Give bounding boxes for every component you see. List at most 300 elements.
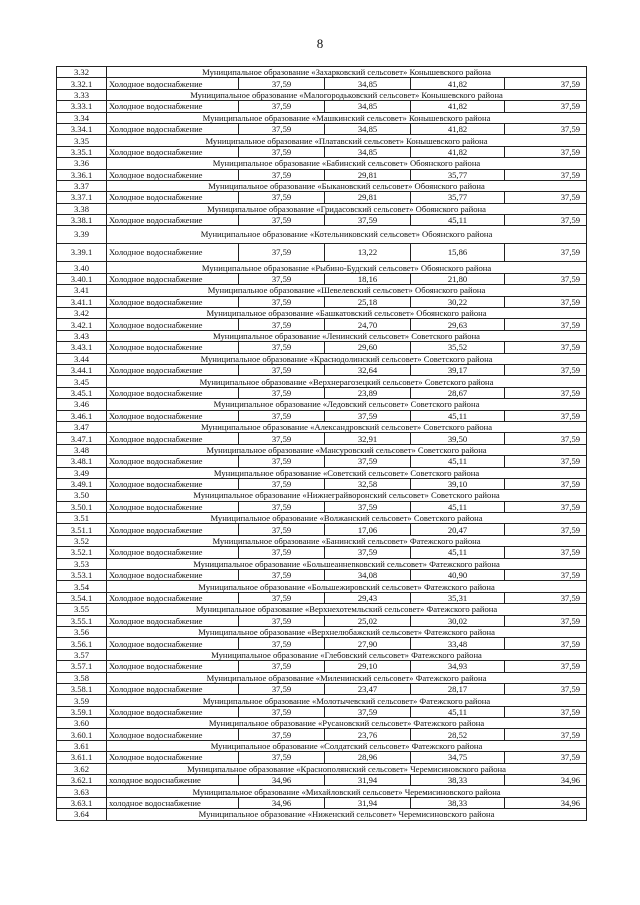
tariff-value: 37,59 <box>505 101 587 112</box>
row-number: 3.36.1 <box>57 169 107 180</box>
tariff-value: 37,59 <box>505 501 587 512</box>
municipality-name: Муниципальное образование «Ниженский сельсовет» Черемисиновского района <box>107 809 587 820</box>
row-number: 3.43 <box>57 330 107 341</box>
tariff-value: 37,59 <box>505 123 587 134</box>
tariff-value: 37,59 <box>505 169 587 180</box>
row-number: 3.40.1 <box>57 273 107 284</box>
tariff-value: 37,59 <box>505 342 587 353</box>
row-number: 3.54.1 <box>57 592 107 603</box>
tariff-value: 28,17 <box>411 683 505 694</box>
row-number: 3.61 <box>57 740 107 751</box>
service-name: Холодное водоснабжение <box>107 273 239 284</box>
municipality-row <box>57 467 587 478</box>
municipality-row <box>57 203 587 214</box>
tariff-value: 45,11 <box>411 456 505 467</box>
service-row <box>57 661 587 672</box>
tariff-value: 37,59 <box>505 615 587 626</box>
service-row <box>57 244 587 262</box>
municipality-name: Муниципальное образование «Нижнеграйворонский сельсовет» Советского района <box>107 490 587 501</box>
row-number: 3.42 <box>57 308 107 319</box>
row-number: 3.43.1 <box>57 342 107 353</box>
municipality-row <box>57 649 587 660</box>
tariff-value: 37,59 <box>239 524 325 535</box>
municipality-name: Муниципальное образование «Верхнерагозецкий сельсовет» Советского района <box>107 376 587 387</box>
tariff-value: 37,59 <box>239 123 325 134</box>
tariff-value: 31,94 <box>325 775 411 786</box>
municipality-name: Муниципальное образование «Мансуровский сельсовет» Советского района <box>107 444 587 455</box>
row-number: 3.33 <box>57 89 107 100</box>
municipality-name: Муниципальное образование «Краснодолинский сельсовет» Советского района <box>107 353 587 364</box>
service-name: Холодное водоснабжение <box>107 752 239 763</box>
row-number: 3.60.1 <box>57 729 107 740</box>
service-name: холодное водоснабжение <box>107 797 239 808</box>
tariff-value: 41,82 <box>411 146 505 157</box>
service-name: Холодное водоснабжение <box>107 683 239 694</box>
tariff-value: 37,59 <box>239 683 325 694</box>
service-row <box>57 729 587 740</box>
tariff-table-body <box>57 67 587 821</box>
tariff-value: 37,59 <box>505 146 587 157</box>
municipality-name: Муниципальное образование «Котельниковский сельсовет» Обоянского района <box>107 226 587 244</box>
row-number: 3.38 <box>57 203 107 214</box>
row-number: 3.55 <box>57 604 107 615</box>
tariff-value: 34,85 <box>325 78 411 89</box>
service-name: Холодное водоснабжение <box>107 729 239 740</box>
municipality-row <box>57 786 587 797</box>
service-name: Холодное водоснабжение <box>107 215 239 226</box>
tariff-value: 37,59 <box>239 319 325 330</box>
service-name: холодное водоснабжение <box>107 775 239 786</box>
service-row <box>57 547 587 558</box>
row-number: 3.37.1 <box>57 192 107 203</box>
tariff-value: 37,59 <box>239 244 325 262</box>
service-row <box>57 775 587 786</box>
tariff-value: 25,02 <box>325 615 411 626</box>
tariff-value: 37,59 <box>505 661 587 672</box>
tariff-value: 39,50 <box>411 433 505 444</box>
tariff-value: 27,90 <box>325 638 411 649</box>
tariff-value: 37,59 <box>505 387 587 398</box>
tariff-value: 15,86 <box>411 244 505 262</box>
municipality-name: Муниципальное образование «Платавский сельсовет» Конышевского района <box>107 135 587 146</box>
tariff-value: 21,80 <box>411 273 505 284</box>
tariff-value: 17,06 <box>325 524 411 535</box>
tariff-value: 37,59 <box>505 244 587 262</box>
tariff-value: 34,96 <box>239 797 325 808</box>
tariff-value: 37,59 <box>239 296 325 307</box>
row-number: 3.55.1 <box>57 615 107 626</box>
municipality-row <box>57 718 587 729</box>
tariff-value: 37,59 <box>505 592 587 603</box>
tariff-value: 35,31 <box>411 592 505 603</box>
municipality-name: Муниципальное образование «Большежировский сельсовет» Фатежского района <box>107 581 587 592</box>
tariff-value: 45,11 <box>411 547 505 558</box>
municipality-row <box>57 809 587 820</box>
service-row <box>57 524 587 535</box>
tariff-value: 37,59 <box>239 101 325 112</box>
municipality-name: Муниципальное образование «Банинский сельсовет» Фатежского района <box>107 535 587 546</box>
row-number: 3.32.1 <box>57 78 107 89</box>
service-name: Холодное водоснабжение <box>107 101 239 112</box>
tariff-value: 29,43 <box>325 592 411 603</box>
row-number: 3.44 <box>57 353 107 364</box>
row-number: 3.57 <box>57 649 107 660</box>
municipality-row <box>57 308 587 319</box>
municipality-row <box>57 421 587 432</box>
row-number: 3.62 <box>57 763 107 774</box>
service-name: Холодное водоснабжение <box>107 410 239 421</box>
tariff-value: 37,59 <box>239 638 325 649</box>
tariff-value: 23,47 <box>325 683 411 694</box>
tariff-value: 34,85 <box>325 101 411 112</box>
tariff-value: 34,93 <box>411 661 505 672</box>
tariff-value: 37,59 <box>505 683 587 694</box>
tariff-value: 34,08 <box>325 570 411 581</box>
tariff-value: 38,33 <box>411 775 505 786</box>
tariff-value: 37,59 <box>505 319 587 330</box>
row-number: 3.63.1 <box>57 797 107 808</box>
service-name: Холодное водоснабжение <box>107 319 239 330</box>
service-row <box>57 797 587 808</box>
tariff-value: 38,33 <box>411 797 505 808</box>
service-row <box>57 478 587 489</box>
tariff-value: 37,59 <box>505 273 587 284</box>
tariff-value: 23,89 <box>325 387 411 398</box>
tariff-value: 20,47 <box>411 524 505 535</box>
municipality-row <box>57 695 587 706</box>
service-row <box>57 123 587 134</box>
row-number: 3.40 <box>57 262 107 273</box>
municipality-row <box>57 604 587 615</box>
tariff-value: 29,63 <box>411 319 505 330</box>
tariff-value: 13,22 <box>325 244 411 262</box>
row-number: 3.44.1 <box>57 364 107 375</box>
municipality-name: Муниципальное образование «Большеаннenковский сельсовет» Фатежского района <box>107 558 587 569</box>
tariff-value: 35,77 <box>411 169 505 180</box>
service-row <box>57 319 587 330</box>
tariff-value: 37,59 <box>239 169 325 180</box>
tariff-value: 37,59 <box>239 410 325 421</box>
tariff-value: 37,59 <box>505 433 587 444</box>
tariff-value: 45,11 <box>411 501 505 512</box>
row-number: 3.52.1 <box>57 547 107 558</box>
tariff-value: 37,59 <box>239 433 325 444</box>
row-number: 3.51.1 <box>57 524 107 535</box>
tariff-value: 28,96 <box>325 752 411 763</box>
tariff-value: 28,52 <box>411 729 505 740</box>
tariff-value: 32,58 <box>325 478 411 489</box>
tariff-value: 41,82 <box>411 78 505 89</box>
tariff-value: 37,59 <box>505 524 587 535</box>
service-row <box>57 501 587 512</box>
row-number: 3.34.1 <box>57 123 107 134</box>
row-number: 3.53.1 <box>57 570 107 581</box>
municipality-name: Муниципальное образование «Ледовский сельсовет» Советского района <box>107 399 587 410</box>
tariff-value: 30,22 <box>411 296 505 307</box>
municipality-name: Муниципальное образование «Краснополянский сельсовет» Черемисиновского района <box>107 763 587 774</box>
service-name: Холодное водоснабжение <box>107 547 239 558</box>
row-number: 3.50.1 <box>57 501 107 512</box>
service-row <box>57 570 587 581</box>
tariff-value: 37,59 <box>239 729 325 740</box>
municipality-row <box>57 262 587 273</box>
tariff-value: 37,59 <box>505 478 587 489</box>
municipality-row <box>57 376 587 387</box>
service-name: Холодное водоснабжение <box>107 78 239 89</box>
tariff-value: 34,85 <box>325 123 411 134</box>
service-row <box>57 364 587 375</box>
row-number: 3.49.1 <box>57 478 107 489</box>
service-name: Холодное водоснабжение <box>107 661 239 672</box>
tariff-value: 37,59 <box>505 215 587 226</box>
tariff-value: 37,59 <box>239 342 325 353</box>
tariff-value: 34,85 <box>325 146 411 157</box>
tariff-value: 41,82 <box>411 123 505 134</box>
row-number: 3.38.1 <box>57 215 107 226</box>
tariff-value: 37,59 <box>505 78 587 89</box>
municipality-name: Муниципальное образование «Быкановский сельсовет» Обоянского района <box>107 180 587 191</box>
tariff-value: 39,17 <box>411 364 505 375</box>
tariff-table <box>56 66 587 821</box>
row-number: 3.35.1 <box>57 146 107 157</box>
tariff-value: 32,64 <box>325 364 411 375</box>
row-number: 3.34 <box>57 112 107 123</box>
tariff-value: 37,59 <box>505 456 587 467</box>
service-name: Холодное водоснабжение <box>107 123 239 134</box>
tariff-value: 39,10 <box>411 478 505 489</box>
service-name: Холодное водоснабжение <box>107 296 239 307</box>
tariff-value: 37,59 <box>239 364 325 375</box>
tariff-value: 37,59 <box>325 547 411 558</box>
row-number: 3.39 <box>57 226 107 244</box>
municipality-row <box>57 158 587 169</box>
municipality-row <box>57 740 587 751</box>
row-number: 3.54 <box>57 581 107 592</box>
row-number: 3.45 <box>57 376 107 387</box>
tariff-value: 37,59 <box>239 478 325 489</box>
tariff-value: 37,59 <box>239 592 325 603</box>
municipality-name: Муниципальное образование «Гридасовский сельсовет» Обоянского района <box>107 203 587 214</box>
row-number: 3.46 <box>57 399 107 410</box>
municipality-name: Муниципальное образование «Ленинский сельсовет» Советского района <box>107 330 587 341</box>
municipality-row <box>57 581 587 592</box>
tariff-value: 37,59 <box>505 570 587 581</box>
tariff-value: 45,11 <box>411 410 505 421</box>
row-number: 3.64 <box>57 809 107 820</box>
tariff-value: 37,59 <box>239 706 325 717</box>
row-number: 3.56.1 <box>57 638 107 649</box>
tariff-value: 37,59 <box>239 192 325 203</box>
service-name: Холодное водоснабжение <box>107 501 239 512</box>
municipality-row <box>57 226 587 244</box>
municipality-name: Муниципальное образование «Малогородьковский сельсовет» Конышевского района <box>107 89 587 100</box>
tariff-value: 32,91 <box>325 433 411 444</box>
row-number: 3.41.1 <box>57 296 107 307</box>
municipality-name: Муниципальное образование «Верхнехотемльский сельсовет» Фатежского района <box>107 604 587 615</box>
service-row <box>57 273 587 284</box>
municipality-row <box>57 112 587 123</box>
service-row <box>57 615 587 626</box>
service-name: Холодное водоснабжение <box>107 638 239 649</box>
municipality-name: Муниципальное образование «Глебовский сельсовет» Фатежского района <box>107 649 587 660</box>
municipality-name: Муниципальное образование «Башкатовский сельсовет» Обоянского района <box>107 308 587 319</box>
tariff-value: 37,59 <box>505 364 587 375</box>
municipality-row <box>57 399 587 410</box>
row-number: 3.48 <box>57 444 107 455</box>
tariff-value: 24,70 <box>325 319 411 330</box>
municipality-row <box>57 672 587 683</box>
municipality-row <box>57 763 587 774</box>
service-name: Холодное водоснабжение <box>107 433 239 444</box>
service-name: Холодное водоснабжение <box>107 244 239 262</box>
tariff-value: 31,94 <box>325 797 411 808</box>
service-row <box>57 433 587 444</box>
row-number: 3.52 <box>57 535 107 546</box>
tariff-value: 34,96 <box>505 797 587 808</box>
municipality-row <box>57 353 587 364</box>
row-number: 3.41 <box>57 285 107 296</box>
tariff-value: 40,90 <box>411 570 505 581</box>
tariff-value: 28,67 <box>411 387 505 398</box>
row-number: 3.32 <box>57 67 107 78</box>
tariff-value: 37,59 <box>325 706 411 717</box>
tariff-value: 37,59 <box>505 296 587 307</box>
municipality-name: Муниципальное образование «Верхнелюбажский сельсовет» Фатежского района <box>107 626 587 637</box>
tariff-value: 37,59 <box>239 273 325 284</box>
tariff-value: 41,82 <box>411 101 505 112</box>
service-name: Холодное водоснабжение <box>107 387 239 398</box>
tariff-value: 45,11 <box>411 706 505 717</box>
tariff-value: 37,59 <box>325 501 411 512</box>
municipality-row <box>57 444 587 455</box>
tariff-value: 34,75 <box>411 752 505 763</box>
tariff-value: 37,59 <box>239 78 325 89</box>
service-row <box>57 78 587 89</box>
tariff-value: 34,96 <box>239 775 325 786</box>
service-row <box>57 342 587 353</box>
tariff-value: 37,59 <box>239 752 325 763</box>
row-number: 3.47.1 <box>57 433 107 444</box>
tariff-value: 35,77 <box>411 192 505 203</box>
service-name: Холодное водоснабжение <box>107 169 239 180</box>
service-name: Холодное водоснабжение <box>107 524 239 535</box>
service-name: Холодное водоснабжение <box>107 706 239 717</box>
row-number: 3.59 <box>57 695 107 706</box>
tariff-value: 37,59 <box>239 547 325 558</box>
municipality-name: Муниципальное образование «Захарковский сельсовет» Конышевского района <box>107 67 587 78</box>
tariff-value: 37,59 <box>505 192 587 203</box>
tariff-value: 37,59 <box>325 456 411 467</box>
row-number: 3.62.1 <box>57 775 107 786</box>
row-number: 3.42.1 <box>57 319 107 330</box>
service-name: Холодное водоснабжение <box>107 364 239 375</box>
tariff-value: 37,59 <box>505 410 587 421</box>
municipality-row <box>57 490 587 501</box>
tariff-value: 37,59 <box>505 547 587 558</box>
municipality-row <box>57 513 587 524</box>
tariff-value: 37,59 <box>239 146 325 157</box>
page-number: 8 <box>316 36 324 51</box>
service-row <box>57 192 587 203</box>
service-row <box>57 146 587 157</box>
row-number: 3.53 <box>57 558 107 569</box>
service-name: Холодное водоснабжение <box>107 615 239 626</box>
row-number: 3.45.1 <box>57 387 107 398</box>
tariff-value: 29,81 <box>325 192 411 203</box>
row-number: 3.58 <box>57 672 107 683</box>
row-number: 3.37 <box>57 180 107 191</box>
municipality-name: Муниципальное образование «Русановский сельсовет» Фатежского района <box>107 718 587 729</box>
row-number: 3.58.1 <box>57 683 107 694</box>
row-number: 3.47 <box>57 421 107 432</box>
tariff-value: 25,18 <box>325 296 411 307</box>
municipality-name: Муниципальное образование «Бабинский сельсовет» Обоянского района <box>107 158 587 169</box>
service-row <box>57 169 587 180</box>
municipality-row <box>57 626 587 637</box>
service-name: Холодное водоснабжение <box>107 570 239 581</box>
municipality-name: Муниципальное образование «Машкинский сельсовет» Конышевского района <box>107 112 587 123</box>
municipality-row <box>57 67 587 78</box>
service-row <box>57 592 587 603</box>
service-name: Холодное водоснабжение <box>107 592 239 603</box>
service-name: Холодное водоснабжение <box>107 456 239 467</box>
tariff-value: 45,11 <box>411 215 505 226</box>
row-number: 3.56 <box>57 626 107 637</box>
tariff-value: 37,59 <box>505 752 587 763</box>
row-number: 3.50 <box>57 490 107 501</box>
row-number: 3.60 <box>57 718 107 729</box>
row-number: 3.59.1 <box>57 706 107 717</box>
tariff-value: 37,59 <box>505 706 587 717</box>
row-number: 3.61.1 <box>57 752 107 763</box>
municipality-row <box>57 89 587 100</box>
service-row <box>57 215 587 226</box>
service-row <box>57 456 587 467</box>
municipality-row <box>57 558 587 569</box>
service-row <box>57 387 587 398</box>
tariff-value: 18,16 <box>325 273 411 284</box>
service-row <box>57 706 587 717</box>
service-row <box>57 410 587 421</box>
municipality-name: Муниципальное образование «Миленинский сельсовет» Фатежского района <box>107 672 587 683</box>
tariff-value: 33,48 <box>411 638 505 649</box>
service-name: Холодное водоснабжение <box>107 478 239 489</box>
service-name: Холодное водоснабжение <box>107 146 239 157</box>
tariff-value: 29,81 <box>325 169 411 180</box>
tariff-value: 29,10 <box>325 661 411 672</box>
row-number: 3.48.1 <box>57 456 107 467</box>
tariff-value: 23,76 <box>325 729 411 740</box>
service-name: Холодное водоснабжение <box>107 192 239 203</box>
municipality-name: Муниципальное образование «Михайловский сельсовет» Черемисиновского района <box>107 786 587 797</box>
tariff-value: 37,59 <box>239 615 325 626</box>
service-row <box>57 752 587 763</box>
service-row <box>57 638 587 649</box>
row-number: 3.33.1 <box>57 101 107 112</box>
tariff-value: 29,60 <box>325 342 411 353</box>
row-number: 3.51 <box>57 513 107 524</box>
service-row <box>57 101 587 112</box>
municipality-name: Муниципальное образование «Молотычевский сельсовет» Фатежского района <box>107 695 587 706</box>
service-row <box>57 296 587 307</box>
municipality-name: Муниципальное образование «Волжанский сельсовет» Советского района <box>107 513 587 524</box>
service-name: Холодное водоснабжение <box>107 342 239 353</box>
tariff-value: 37,59 <box>325 410 411 421</box>
tariff-value: 37,59 <box>239 387 325 398</box>
row-number: 3.49 <box>57 467 107 478</box>
row-number: 3.35 <box>57 135 107 146</box>
row-number: 3.46.1 <box>57 410 107 421</box>
